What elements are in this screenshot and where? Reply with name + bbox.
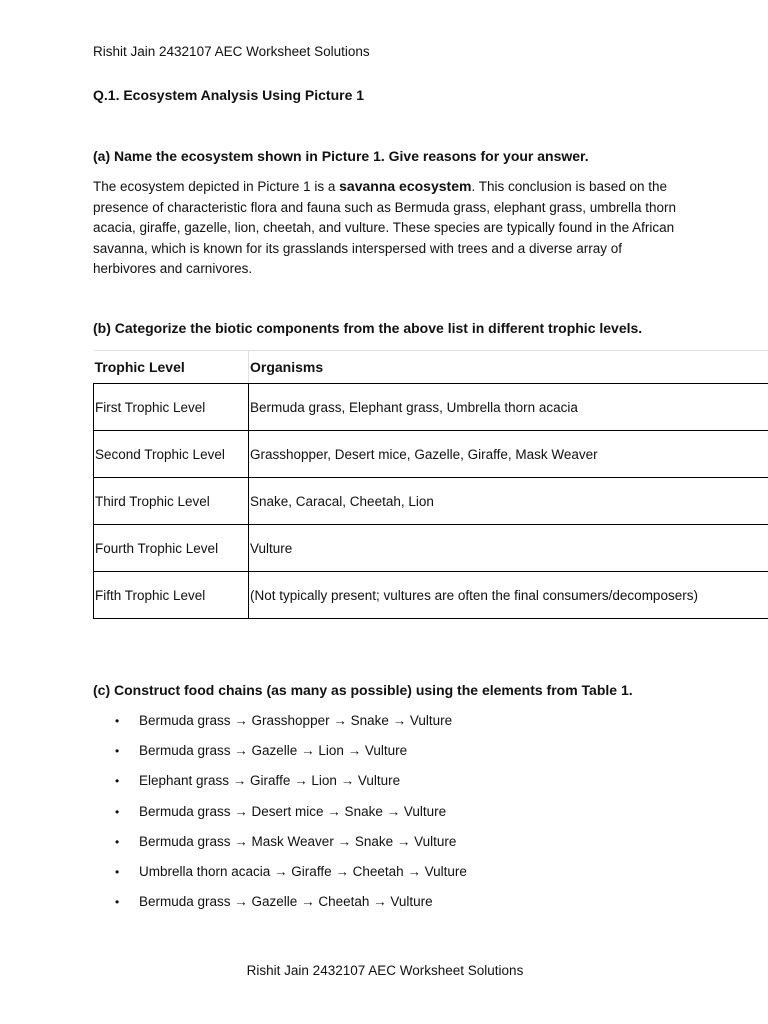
table-row [94, 384, 768, 431]
bullet-icon: • [115, 864, 120, 879]
organisms-cell: Snake, Caracal, Cheetah, Lion [249, 478, 768, 525]
food-chain-text: Bermuda grass → Grasshopper → Snake → Vulture [139, 713, 453, 728]
page-header: Rishit Jain 2432107 AEC Worksheet Solutions [93, 44, 370, 59]
trophic-level-table [93, 350, 768, 619]
list-item [93, 706, 467, 736]
table-row [94, 525, 768, 572]
table-row [94, 478, 768, 525]
part-a-question: (a) Name the ecosystem shown in Picture 1. Give reasons for your answer. [93, 148, 589, 164]
food-chain-text: Bermuda grass → Gazelle → Lion → Vulture [139, 743, 408, 759]
answer-text-start: The ecosystem depicted in Picture 1 is a [93, 179, 340, 194]
food-chain-text: Bermuda grass → Mask Weaver → Snake → Vulture [139, 833, 457, 849]
organisms-cell: (Not typically present; vultures are often the final consumers/decomposers) [249, 572, 768, 619]
part-c-question: (c) Construct food chains (as many as possible) using the elements from Table 1. [93, 682, 633, 698]
trophic-level-cell: First Trophic Level [94, 384, 249, 431]
table-row [94, 431, 768, 478]
answer-text-end: . This conclusion is based on the presence of characteristic flora and fauna such as Bermuda grass, elephant grass, umbrella thorn acacia, giraffe, gazelle, lion, cheetah, and vulture. These species are typically found in the African savanna, which is known for its grasslands interspersed with trees and a diverse array of herbivores and carnivores. [93, 179, 677, 276]
trophic-level-cell: Second Trophic Level [94, 431, 249, 478]
list-item [93, 797, 467, 827]
bullet-icon: • [115, 895, 120, 910]
part-a-answer [93, 176, 683, 280]
list-item [93, 827, 467, 857]
trophic-level-cell: Fifth Trophic Level [94, 572, 249, 619]
food-chain-text: Bermuda grass → Desert mice → Snake → Vulture [139, 803, 447, 819]
list-item [93, 736, 467, 766]
page-footer: Rishit Jain 2432107 AEC Worksheet Solutions [246, 963, 524, 978]
organisms-cell: Vulture [249, 525, 768, 572]
bullet-icon: • [115, 774, 120, 789]
trophic-level-cell: Fourth Trophic Level [94, 525, 249, 572]
list-item [93, 887, 467, 917]
answer-ecosystem-name: savanna ecosystem [339, 178, 472, 194]
column-header-organisms: Organisms [249, 351, 768, 384]
food-chain-text: Umbrella thorn acacia → Giraffe → Cheetah → Vulture [139, 863, 467, 879]
trophic-level-cell: Third Trophic Level [94, 478, 249, 525]
list-item [93, 766, 467, 796]
food-chain-list [93, 706, 467, 917]
table-header-row [94, 351, 768, 384]
organisms-cell: Grasshopper, Desert mice, Gazelle, Giraffe, Mask Weaver [249, 431, 768, 478]
part-b-question: (b) Categorize the biotic components from the above list in different trophic levels. [93, 320, 643, 336]
bullet-icon: • [115, 834, 120, 849]
food-chain-text: Elephant grass → Giraffe → Lion → Vulture [139, 773, 401, 789]
bullet-icon: • [115, 804, 120, 819]
list-item [93, 857, 467, 887]
table-row [94, 572, 768, 619]
food-chain-text: Bermuda grass → Gazelle → Cheetah → Vulture [139, 894, 433, 910]
question-title: Q.1. Ecosystem Analysis Using Picture 1 [93, 87, 365, 103]
bullet-icon: • [115, 744, 120, 759]
organisms-cell: Bermuda grass, Elephant grass, Umbrella thorn acacia [249, 384, 768, 431]
bullet-icon: • [115, 714, 120, 728]
column-header-trophic-level: Trophic Level [94, 351, 249, 384]
